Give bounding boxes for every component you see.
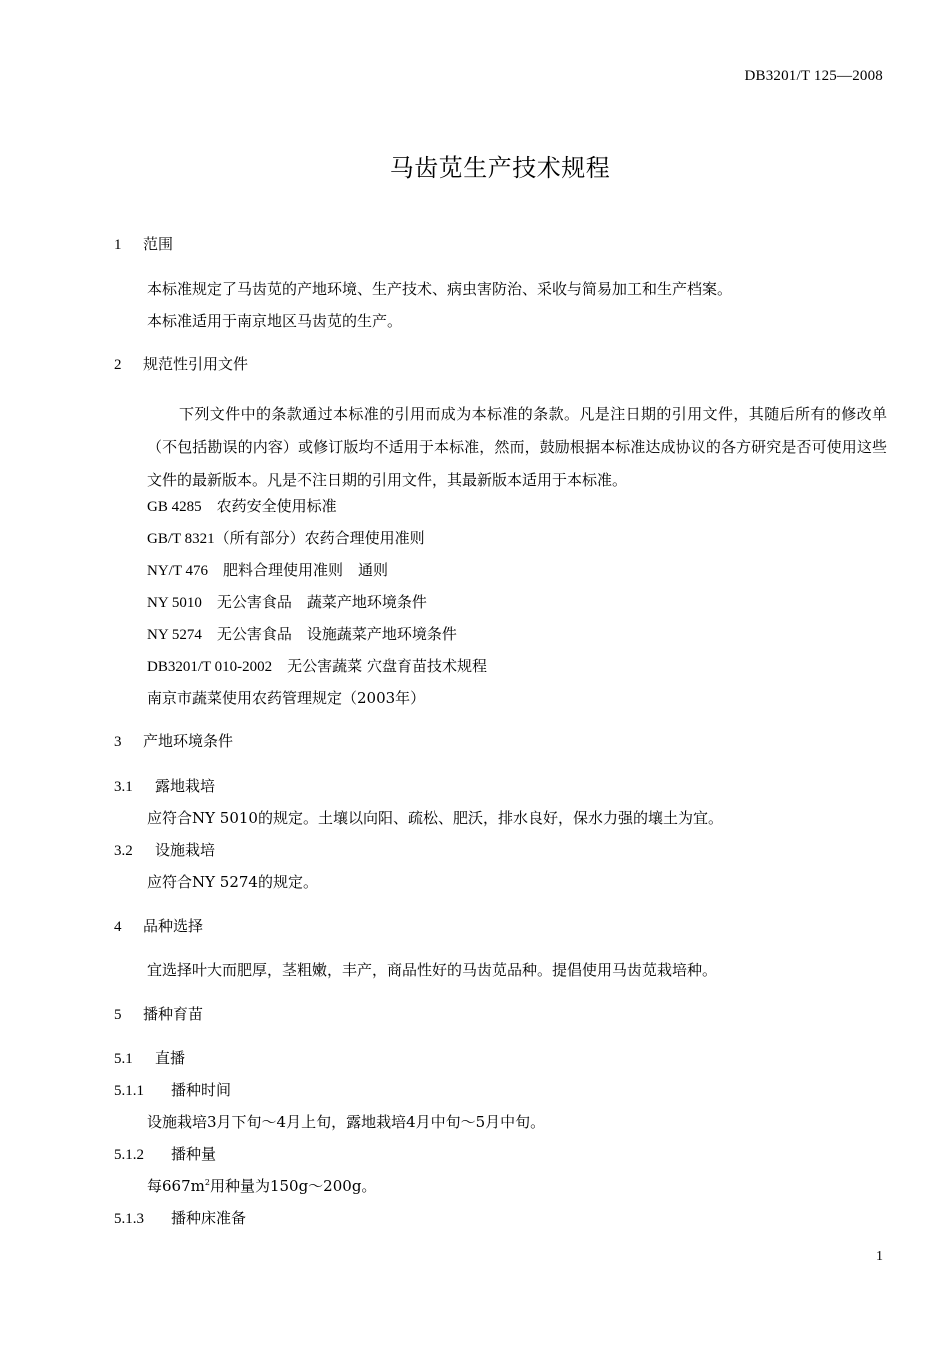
subsection-5-1-3-heading [114, 1208, 246, 1229]
subsection-3-1-text: 应符合NY 5010的规定。土壤以向阳、疏松、肥沃，排水良好，保水力强的壤土为宜。 [147, 809, 723, 827]
page-number: 1 [876, 1249, 883, 1264]
section-5-heading [114, 1004, 203, 1025]
subsection-number: 5.1.3 [114, 1211, 144, 1227]
subsection-3-1-heading [114, 776, 215, 797]
subsection-title: 直播 [155, 1049, 186, 1067]
reference-item [147, 560, 388, 581]
reference-code: GB 4285 [147, 499, 202, 515]
reference-item: 南京市蔬菜使用农药管理规定（2003年） [147, 689, 426, 707]
subsection-5-1-2-heading [114, 1144, 216, 1165]
reference-item [147, 528, 425, 549]
section-3-heading [114, 731, 233, 752]
section-number: 4 [114, 919, 122, 935]
document-code: DB3201/T 125—2008 [744, 68, 883, 84]
section-2-intro: 下列文件中的条款通过本标准的引用而成为本标准的条款。凡是注日期的引用文件，其随后所有的修改单（不包括勘误的内容）或修订版均不适用于本标准，然而，鼓励根据本标准达成协议的各方研究是否可使用这些文件的最新版本。凡是不注日期的引用文件，其最新版本适用于本标准。 [147, 405, 887, 489]
reference-code: DB3201/T 010-2002 [147, 659, 273, 675]
section-number: 1 [114, 237, 122, 253]
section-1-heading [114, 234, 173, 255]
subsection-number: 5.1.1 [114, 1083, 144, 1099]
reference-code: NY 5274 [147, 627, 202, 643]
reference-code: NY/T 476 [147, 563, 208, 579]
section-title: 规范性引用文件 [143, 355, 249, 373]
reference-name: 无公害食品 设施蔬菜产地环境条件 [216, 625, 457, 643]
section-number: 3 [114, 734, 122, 750]
reference-name: （所有部分）农药合理使用准则 [214, 529, 425, 547]
section-title: 品种选择 [143, 917, 204, 935]
subsection-5-1-1-text: 设施栽培3月下旬～4月上旬，露地栽培4月中旬～5月中旬。 [147, 1113, 546, 1131]
subsection-title: 播种床准备 [171, 1209, 247, 1227]
subsection-5-1-2-text [147, 1176, 376, 1196]
subsection-5-1-1-heading [114, 1080, 231, 1101]
reference-item [147, 592, 427, 613]
section-1-paragraph: 本标准规定了马齿苋的产地环境、生产技术、病虫害防治、采收与简易加工和生产档案。 [147, 280, 733, 298]
subsection-number: 3.1 [114, 779, 133, 795]
section-4-text: 宜选择叶大而肥厚，茎粗嫩，丰产，商品性好的马齿苋品种。提倡使用马齿苋栽培种。 [147, 961, 718, 979]
reference-name: 农药安全使用标准 [216, 497, 337, 515]
subsection-title: 播种时间 [171, 1081, 232, 1099]
reference-name: 肥料合理使用准则 通则 [223, 561, 389, 579]
subsection-5-1-heading [114, 1048, 185, 1069]
section-2-heading [114, 354, 248, 375]
section-number: 5 [114, 1007, 122, 1023]
subsection-3-2-heading [114, 840, 215, 861]
section-title: 产地环境条件 [143, 732, 234, 750]
section-title: 播种育苗 [143, 1005, 204, 1023]
subsection-title: 播种量 [171, 1145, 217, 1163]
reference-code: GB/T 8321 [147, 531, 215, 547]
reference-code: NY 5010 [147, 595, 202, 611]
subsection-title: 设施栽培 [155, 841, 216, 859]
reference-item [147, 624, 457, 645]
text-suffix: 用种量为150g～200g。 [209, 1177, 377, 1195]
text-prefix: 每667m [147, 1177, 205, 1195]
superscript: 2 [204, 1178, 210, 1187]
reference-item [147, 496, 337, 517]
section-title: 范围 [143, 235, 174, 253]
section-1-paragraph: 本标准适用于南京地区马齿苋的生产。 [147, 312, 403, 330]
reference-name: 无公害蔬菜 穴盘育苗技术规程 [287, 657, 487, 675]
subsection-title: 露地栽培 [155, 777, 216, 795]
subsection-number: 5.1.2 [114, 1147, 144, 1163]
section-number: 2 [114, 357, 122, 373]
document-title: 马齿苋生产技术规程 [389, 154, 611, 182]
subsection-3-2-text: 应符合NY 5274的规定。 [147, 873, 318, 891]
reference-name: 无公害食品 蔬菜产地环境条件 [216, 593, 427, 611]
reference-item [147, 656, 487, 677]
subsection-number: 5.1 [114, 1051, 133, 1067]
section-4-heading [114, 916, 203, 937]
subsection-number: 3.2 [114, 843, 133, 859]
